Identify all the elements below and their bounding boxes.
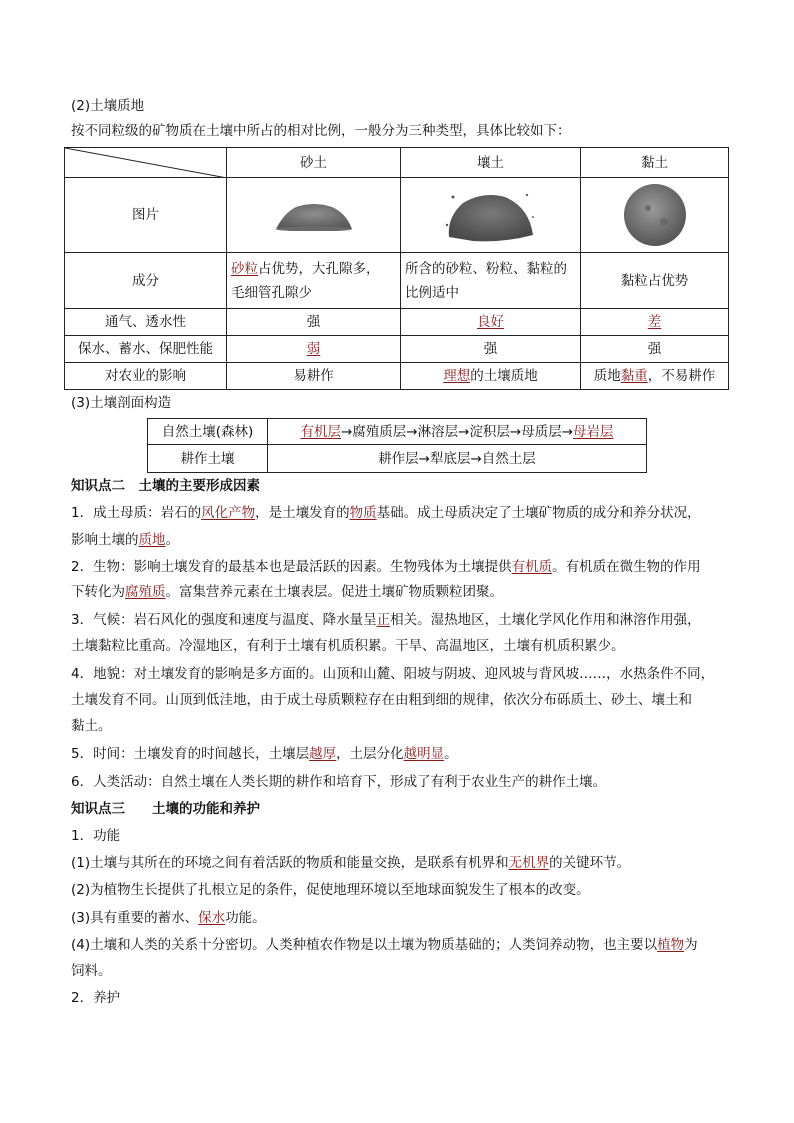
table-header-row: [65, 148, 729, 178]
header-sandy-soil: 砂土: [227, 148, 401, 178]
table-row-picture: [65, 178, 729, 253]
kp2-p1-line1: 1．成土母质：岩石的风化产物，是土壤发育的物质基础。成土母质决定了土壤矿物质的成分和养分状况，: [71, 505, 701, 521]
kp2-p2-line2: 下转化为腐殖质。富集营养元素在土壤表层。促进土壤矿物质颗粒团聚。: [71, 584, 503, 600]
row-label-picture: 图片: [65, 178, 227, 253]
sandy-soil-composition: [227, 253, 401, 309]
kp3-f4-line1: (4)土壤和人类的关系十分密切。人类种植农作物是以土壤为物质基础的；人类饲养动物，也主要以植物为: [71, 937, 698, 953]
row-label-composition: 成分: [65, 253, 227, 309]
sandy-soil-retention: [227, 336, 401, 363]
kp2-p4-line1: 4．地貌：对土壤发育的影响是多方面的。山顶和山麓、阳坡与阴坡、迎风坡与背风坡……，水热条件不同，: [71, 666, 715, 682]
clay-heavy-term: 黏重: [620, 368, 648, 384]
sandy-soil-aeration: 强: [227, 309, 401, 336]
kp2-title: 知识点二 土壤的主要形成因素: [71, 478, 260, 494]
natural-soil-layers: [268, 419, 647, 445]
clay-retention: 强: [581, 336, 729, 363]
sandy-soil-agriculture: 易耕作: [227, 363, 401, 390]
loam-image: [401, 178, 581, 253]
kp3-f1: (1)土壤与其所在的环境之间有着活跃的物质和能量交换，是联系有机界和无机界的关键环节。: [71, 855, 631, 871]
natural-layers-middle: →腐殖质层→淋溶层→淀积层→母质层→: [340, 423, 574, 440]
kp3-f3: (3)具有重要的蓄水、保水功能。: [71, 910, 266, 926]
cultivated-soil-layers: 耕作层→犁底层→自然土层: [268, 445, 647, 473]
kp3-f2: (2)为植物生长提供了扎根立足的条件，促使地理环境以至地球面貌发生了根本的改变。: [71, 882, 590, 898]
header-loam: 壤土: [401, 148, 581, 178]
table-row-retention: [65, 336, 729, 363]
kp2-p4-line2: 土壤发育不同。山顶到低洼地，由于成土母质颗粒存在由粗到细的规律，依次分布砾质土、砂土、壤土和: [71, 692, 692, 708]
row-label-retention: 保水、蓄水、保肥性能: [65, 336, 227, 363]
kp2-p6: 6．人类活动：自然土壤在人类长期的耕作和培育下，形成了有利于农业生产的耕作土壤。: [71, 774, 607, 790]
header-clay: 黏土: [581, 148, 729, 178]
loam-composition-text-2: 比例适中: [405, 284, 459, 301]
loam-retention: 强: [401, 336, 581, 363]
loam-aeration: [401, 309, 581, 336]
cultivated-soil-label: 耕作土壤: [148, 445, 268, 473]
section-heading-texture: (2)土壤质地: [71, 98, 145, 114]
profile-row-natural: [148, 419, 647, 445]
natural-soil-label: 自然土壤(森林): [148, 419, 268, 445]
loam-agriculture: [401, 363, 581, 390]
kp2-p3-line1: 3．气候：岩石风化的强度和速度与温度、降水量呈正相关。湿热地区，土壤化学风化作用和淋溶作用强，: [71, 612, 701, 628]
clay-composition: 黏粒占优势: [581, 253, 729, 309]
soil-texture-table: [64, 147, 729, 390]
loam-agriculture-text: 的土壤质地: [470, 368, 538, 384]
kp2-p2-line1: 2．生物：影响土壤发育的最基本也是最活跃的因素。生物残体为土壤提供有机质。有机质在微生物的作用: [71, 559, 701, 575]
kp2-p5: 5．时间：土壤发育的时间越长，土壤层越厚，土层分化越明显。: [71, 746, 458, 762]
kp3-functions-heading: 1．功能: [71, 828, 121, 844]
kp3-f4-line2: 饲料。: [71, 963, 112, 979]
table-row-aeration: [65, 309, 729, 336]
kp2-p1-line2: 影响土壤的质地。: [71, 532, 179, 548]
loam-composition: [401, 253, 581, 309]
clay-image: [581, 178, 729, 253]
clay-agri-text-a: 质地: [593, 368, 621, 384]
kp2-p3-line2: 土壤黏粒比重高。冷湿地区，有利于土壤有机质积累。干旱、高温地区，土壤有机质积累少。: [71, 638, 625, 654]
loam-composition-text: 所含的砂粒、粉粒、黏粒的: [405, 260, 567, 277]
clay-aeration: [581, 309, 729, 336]
clay-agri-text-c: ，不易耕作: [647, 368, 716, 384]
row-label-agriculture: 对农业的影响: [65, 363, 227, 390]
sand-composition-text: 占优势，大孔隙多，: [258, 260, 380, 277]
sandy-soil-image: [227, 178, 401, 253]
texture-intro: 按不同粒级的矿物质在土壤中所占的相对比例，一般分为三种类型，具体比较如下：: [71, 123, 571, 139]
section-heading-profile: (3)土壤剖面构造: [71, 395, 172, 411]
clay-aeration-value: 差: [647, 314, 662, 330]
table-row-composition: [65, 253, 729, 309]
kp2-p4-line3: 黏土。: [71, 718, 112, 734]
profile-row-cultivated: [148, 445, 647, 473]
sand-grain-term: 砂粒: [231, 260, 258, 277]
bedrock-layer-term: 母岩层: [573, 423, 614, 440]
diagonal-header-cell: [65, 148, 227, 178]
table-row-agriculture: [65, 363, 729, 390]
kp3-title: 知识点三 土壤的功能和养护: [71, 801, 260, 817]
loam-ideal-term: 理想: [443, 368, 471, 384]
clay-agriculture: [581, 363, 729, 390]
row-label-aeration: 通气、透水性: [65, 309, 227, 336]
loam-aeration-value: 良好: [477, 314, 504, 330]
soil-profile-table: [147, 418, 647, 473]
organic-layer-term: 有机层: [300, 423, 341, 440]
sand-composition-text-2: 毛细管孔隙少: [231, 284, 312, 301]
sand-retention-value: 弱: [306, 341, 321, 357]
kp3-maintenance-heading: 2．养护: [71, 990, 121, 1006]
